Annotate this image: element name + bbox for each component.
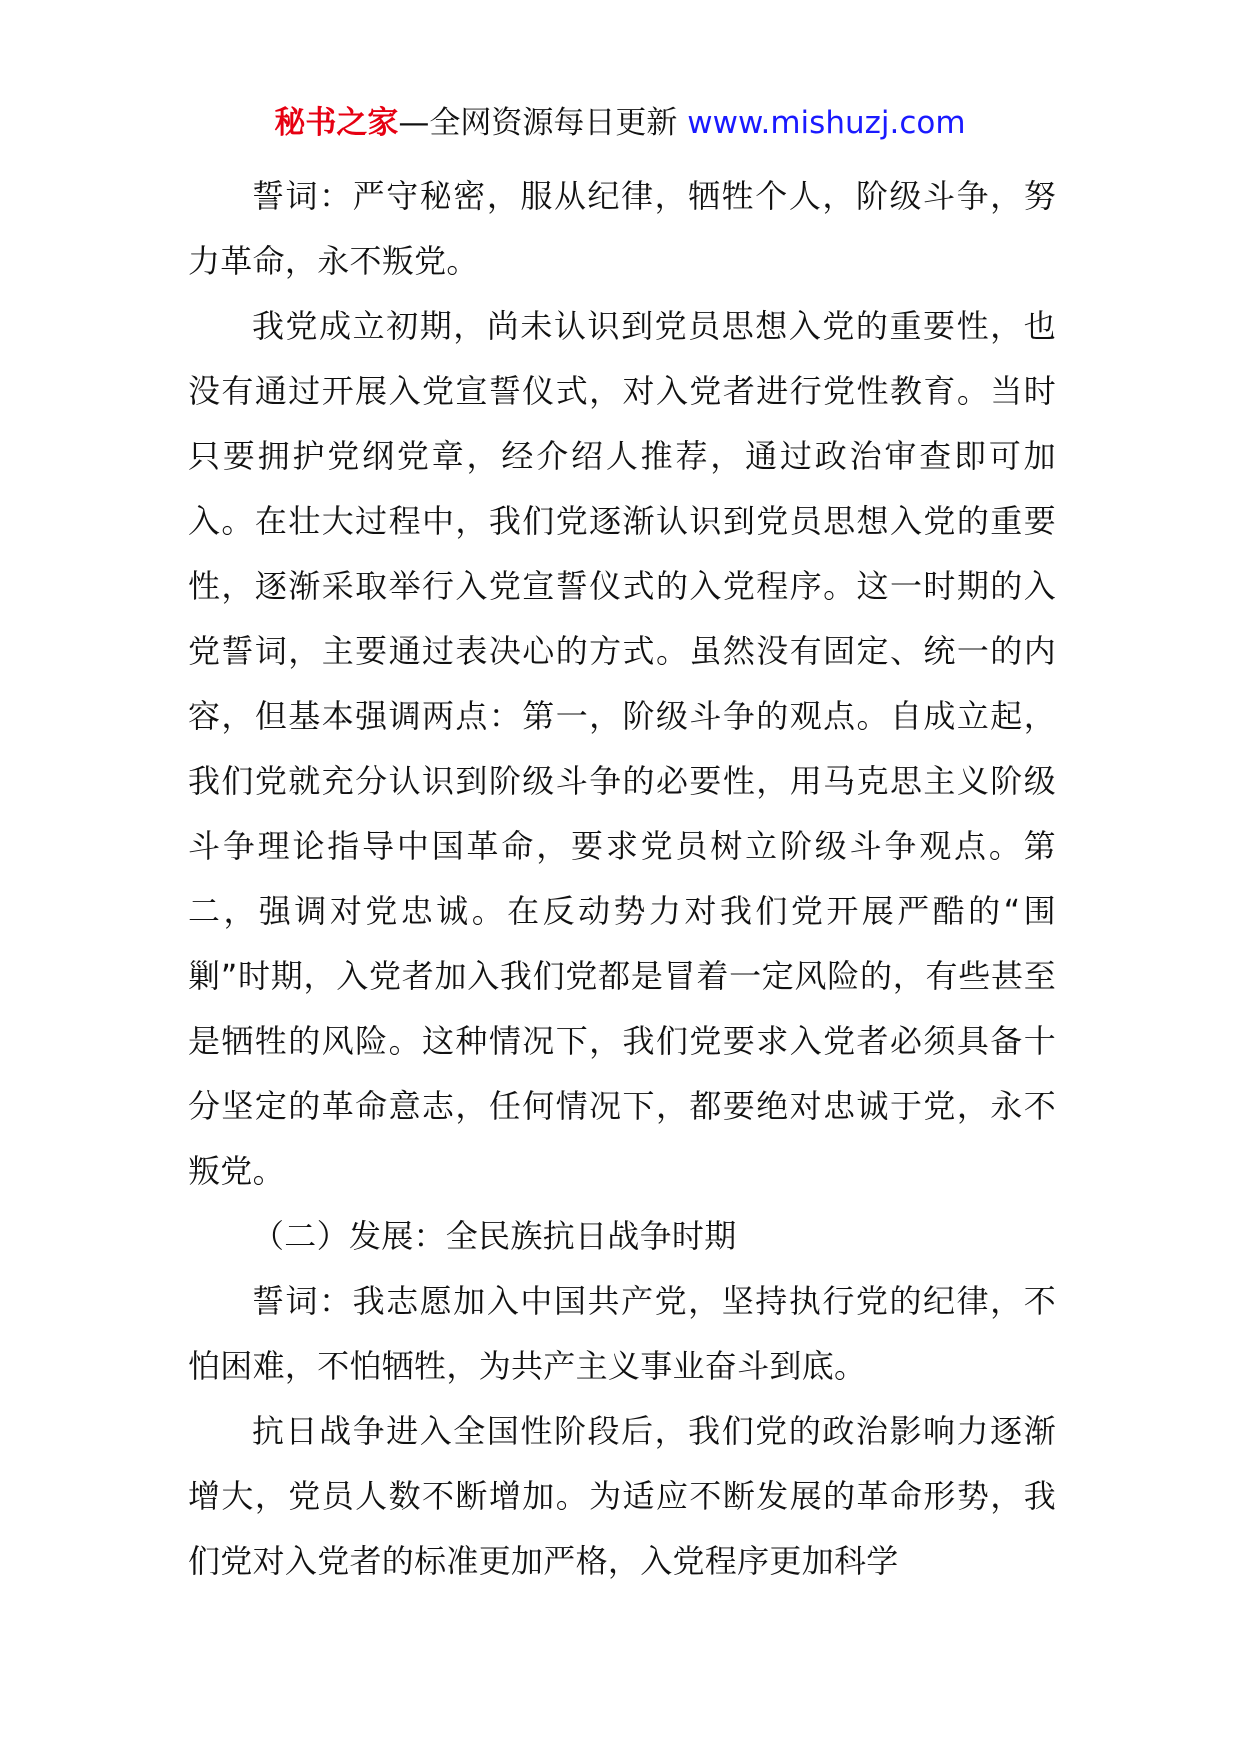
- site-brand: 秘书之家: [274, 105, 399, 141]
- page-header: [0, 100, 1240, 146]
- site-url-link[interactable]: www.mishuzj.com: [687, 105, 966, 141]
- paragraph-war-period: 抗日战争进入全国性阶段后，我们党的政治影响力逐渐增大，党员人数不断增加。为适应不断发展的革命形势，我们党对入党者的标准更加严格，入党程序更加科学: [188, 1412, 1056, 1580]
- site-tagline: —全网资源每日更新: [398, 105, 688, 141]
- paragraph-early-period: 我党成立初期，尚未认识到党员思想入党的重要性，也没有通过开展入党宣誓仪式，对入党者进行党性教育。当时只要拥护党纲党章，经介绍人推荐，通过政治审查即可加入。在壮大过程中，我们党逐渐认识到党员思想入党的重要性，逐渐采取举行入党宣誓仪式的入党程序。这一时期的入党誓词，主要通过表决心的方式。虽然没有固定、统一的内容，但基本强调两点：第一，阶级斗争的观点。自成立起，我们党就充分认识到阶级斗争的必要性，用马克思主义阶级斗争理论指导中国革命，要求党员树立阶级斗争观点。第二，强调对党忠诚。在反动势力对我们党开展严酷的“围剿”时期，入党者加入我们党都是冒着一定风险的，有些甚至是牺牲的风险。这种情况下，我们党要求入党者必须具备十分坚定的革命意志，任何情况下，都要绝对忠诚于党，永不叛党。: [188, 307, 1056, 1190]
- paragraph-oath-2: 誓词：我志愿加入中国共产党，坚持执行党的纪律，不怕困难，不怕牺牲，为共产主义事业奋斗到底。: [188, 1282, 1056, 1385]
- section-heading: （二）发展：全民族抗日战争时期: [252, 1217, 737, 1255]
- paragraph-oath-1: 誓词：严守秘密，服从纪律，牺牲个人，阶级斗争，努力革命，永不叛党。: [188, 177, 1056, 280]
- document-body: [188, 164, 1056, 1594]
